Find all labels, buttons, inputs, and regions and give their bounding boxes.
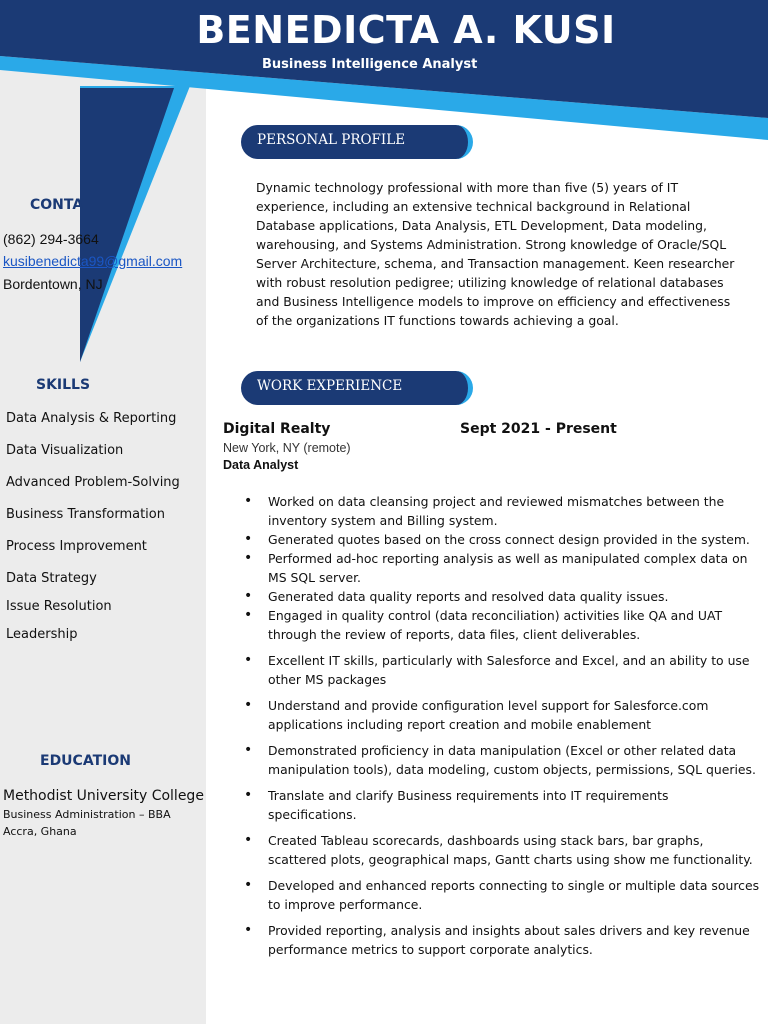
education-heading: EDUCATION [40, 753, 131, 769]
skill-item: Data Visualization [6, 443, 124, 458]
employment-dates: Sept 2021 - Present [460, 421, 617, 437]
list-item: • Performed ad-hoc reporting analysis as well as manipulated complex data on MS SQL server. [240, 549, 760, 587]
list-item: • Generated quotes based on the cross connect design provided in the system. [240, 530, 760, 549]
education-place: Accra, Ghana [3, 825, 77, 838]
skill-item: Advanced Problem-Solving [6, 475, 180, 490]
contact-email-link[interactable]: kusibenedicta99@gmail.com [3, 253, 183, 269]
skill-item: Data Strategy [6, 571, 97, 586]
list-item: • Engaged in quality control (data reconciliation) activities like QA and UAT through the review of reports, data files, client deliverables. [240, 606, 760, 644]
list-item: • Developed and enhanced reports connecting to single or multiple data sources to improve performance. [240, 876, 760, 914]
job-title: Data Analyst [223, 458, 299, 472]
skill-item: Issue Resolution [6, 599, 112, 614]
education-degree: Business Administration – BBA [3, 808, 171, 821]
experience-bullet-list [240, 492, 760, 959]
list-item: • Worked on data cleansing project and reviewed mismatches between the inventory system and Billing system. [240, 492, 760, 530]
list-item: • Excellent IT skills, particularly with Salesforce and Excel, and an ability to use other MS packages [240, 651, 760, 689]
contact-heading: CONTA [30, 197, 84, 213]
job-location: New York, NY (remote) [223, 441, 351, 455]
skill-item: Data Analysis & Reporting [6, 411, 177, 426]
contact-phone: (862) 294-3664 [3, 231, 99, 247]
list-item: • Translate and clarify Business requirements into IT requirements specifications. [240, 786, 760, 824]
list-item: • Created Tableau scorecards, dashboards using stack bars, bar graphs, scattered plots, geographical maps, Gantt charts using show me functionality. [240, 831, 760, 869]
experience-section-heading: WORK EXPERIENCE [241, 371, 473, 405]
list-item: • Demonstrated proficiency in data manipulation (Excel or other related data manipulation tools), data modeling, custom objects, permissions, SQL queries. [240, 741, 760, 779]
navy-triangle [80, 88, 174, 362]
skills-heading: SKILLS [36, 377, 91, 393]
candidate-name: BENEDICTA A. KUSI [196, 8, 616, 52]
skill-item: Business Transformation [6, 507, 165, 522]
company-name: Digital Realty [223, 421, 331, 437]
profile-section-heading: PERSONAL PROFILE [241, 125, 473, 159]
education-school: Methodist University College [3, 788, 204, 804]
list-item: • Generated data quality reports and resolved data quality issues. [240, 587, 760, 606]
skill-item: Process Improvement [6, 539, 147, 554]
skill-item: Leadership [6, 627, 78, 642]
contact-location: Bordentown, NJ [3, 276, 103, 292]
profile-summary: Dynamic technology professional with more than five (5) years of IT experience, including an extensive technical background in Relational Database applications, Data Analysis, ETL Development, Data modeling, warehousing, and Systems Administration. Strong knowledge of Oracle/SQL Server Architecture, schema, and Transaction management. Keen researcher with robust resolution pedigree; utilizing knowledge of relational databases and Business Intelligence models to improve on efficiency and effectiveness of the organizations IT functions towards achieving a goal. [256, 180, 735, 328]
candidate-title: Business Intelligence Analyst [262, 57, 478, 72]
list-item: • Understand and provide configuration level support for Salesforce.com applications including report creation and mobile enablement [240, 696, 760, 734]
list-item: • Provided reporting, analysis and insights about sales drivers and key revenue performance metrics to support corporate analytics. [240, 921, 760, 959]
